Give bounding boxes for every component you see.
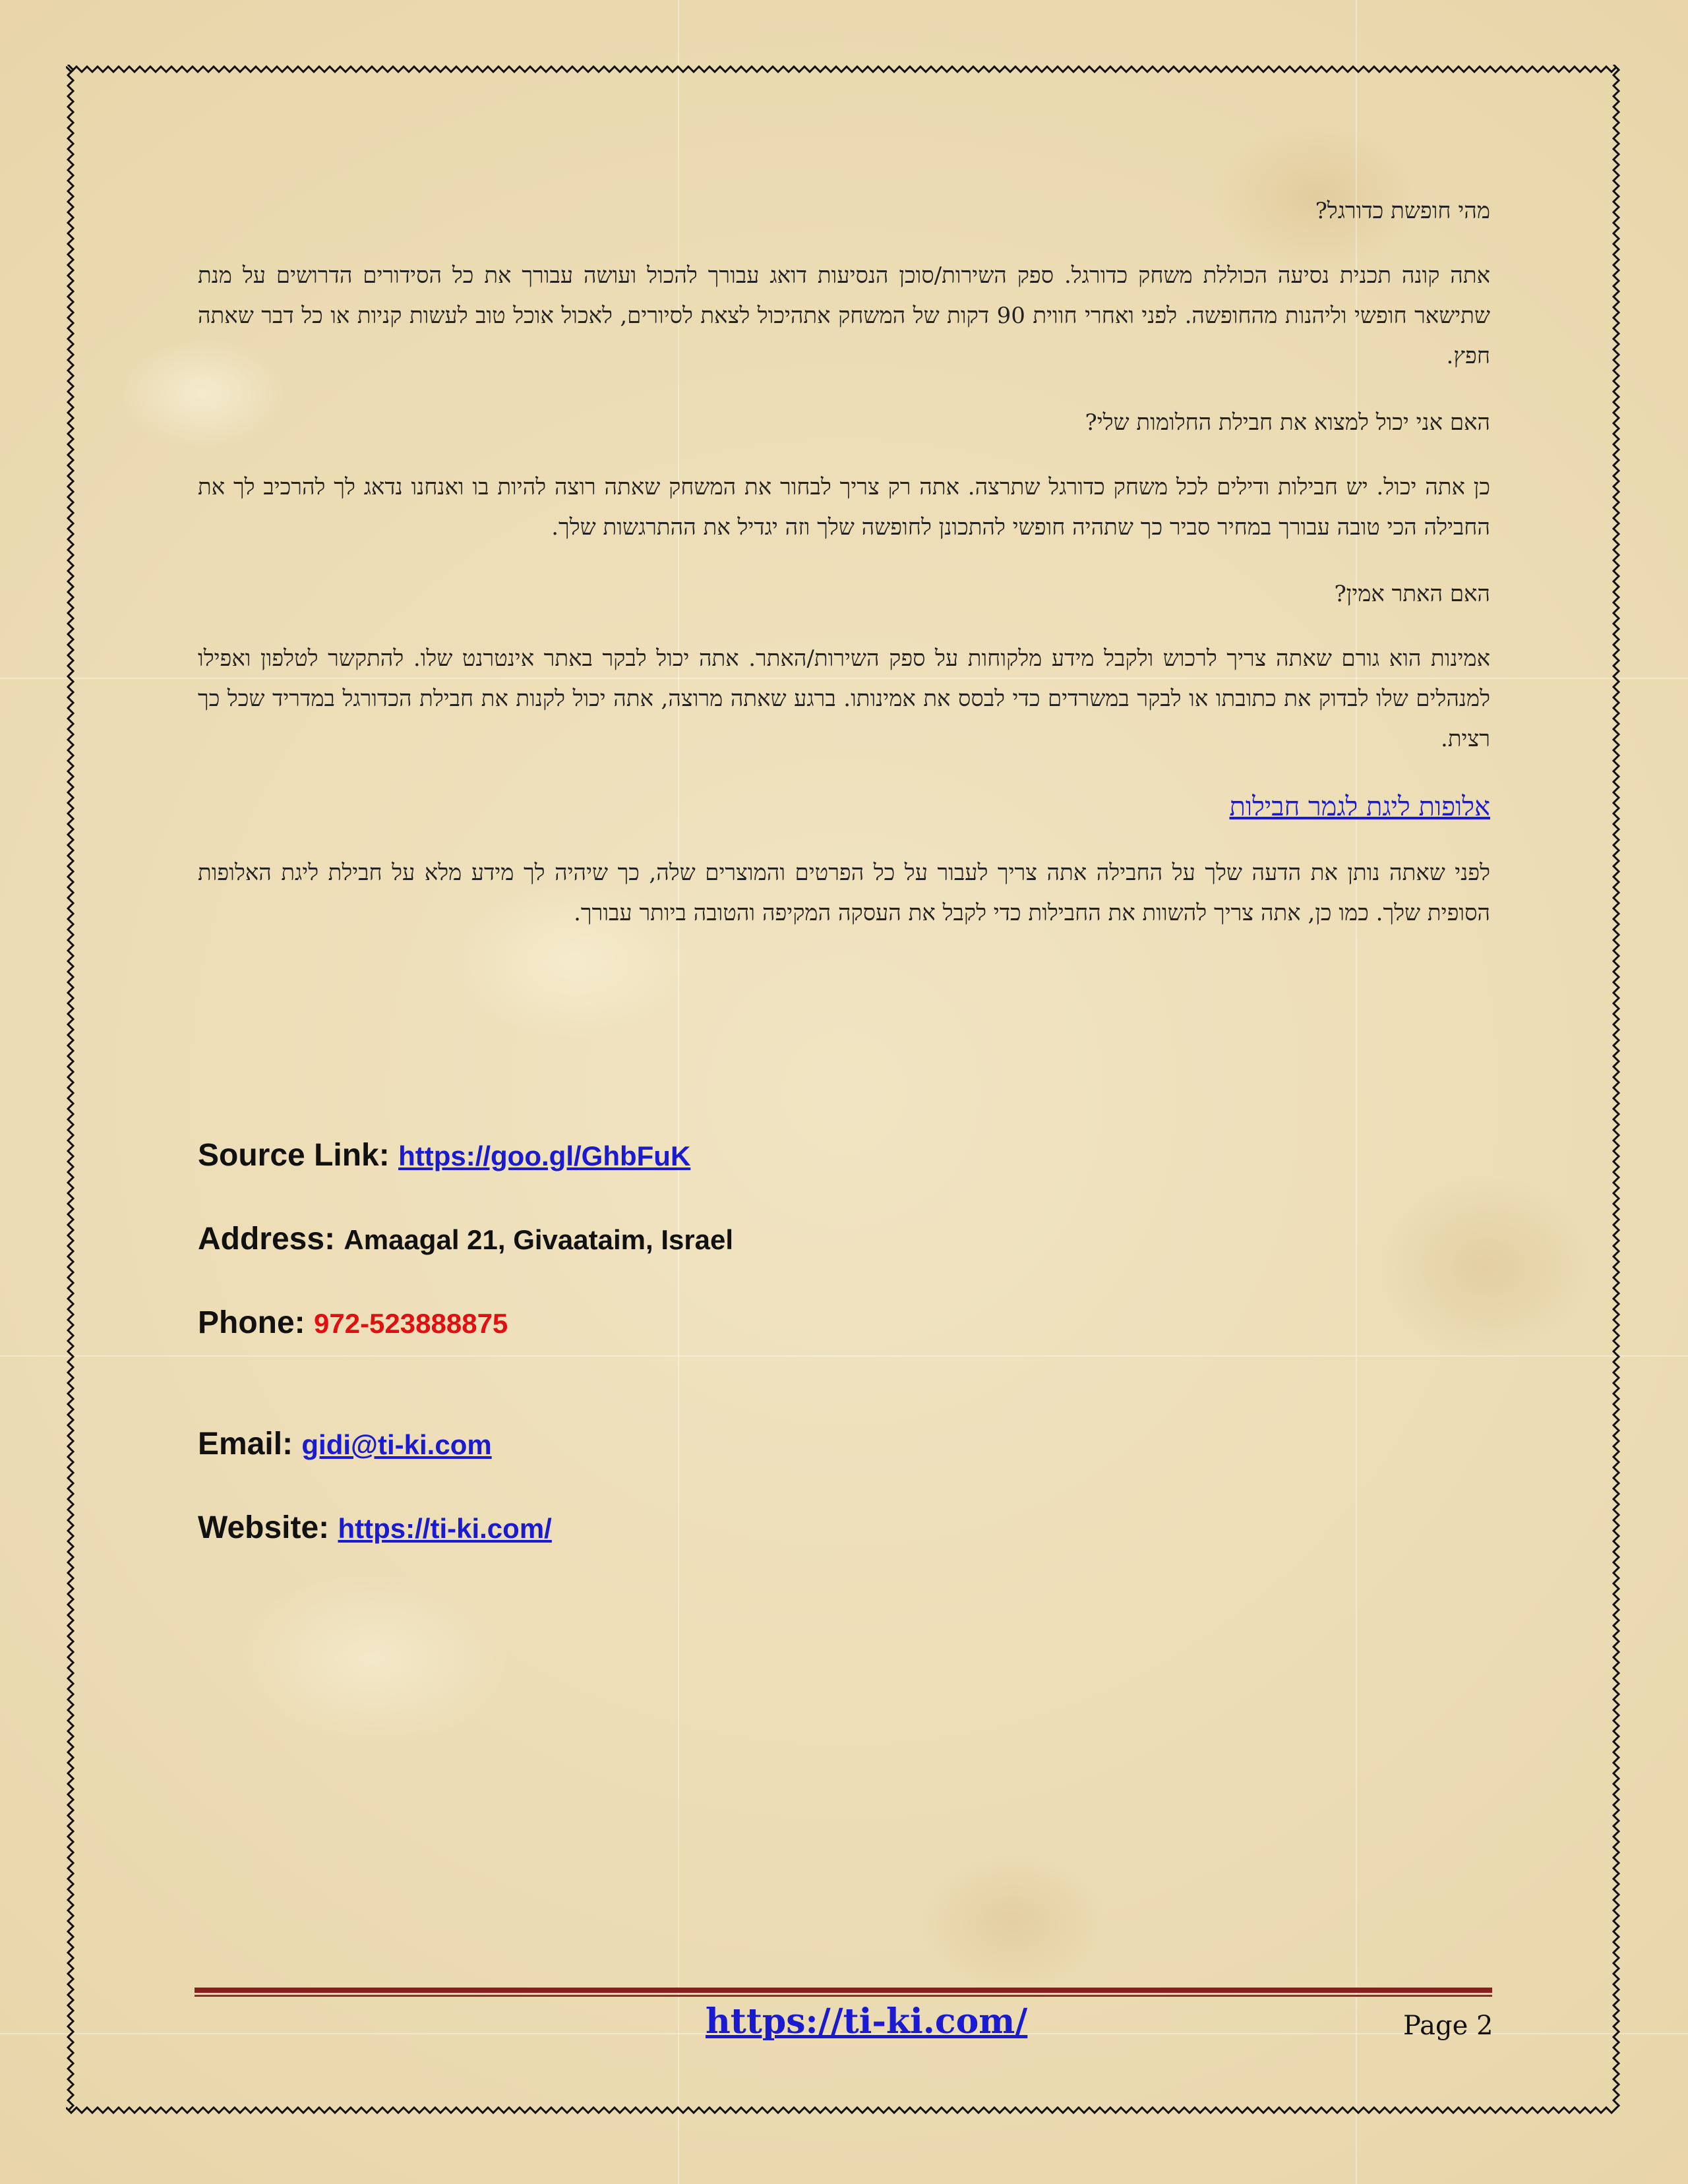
packages-link-heading[interactable]: אלופות ליגת לגמר חבילות: [1229, 792, 1490, 822]
border-right: [1612, 65, 1621, 2115]
address-label: Address:: [198, 1222, 336, 1256]
question-heading: מהי חופשת כדורגל?: [1315, 198, 1490, 224]
source-link[interactable]: https://goo.gl/GhbFuK: [398, 1140, 691, 1171]
footer-website-link[interactable]: https://ti-ki.com/: [706, 2001, 1028, 2042]
website-row: [198, 1510, 552, 1546]
page-number: Page 2: [1403, 2011, 1493, 2041]
phone-label: Phone:: [198, 1305, 305, 1340]
border-bottom: [66, 2106, 1621, 2115]
article-body: [198, 191, 1490, 960]
phone-value: 972-523888875: [314, 1308, 508, 1339]
email-row: [198, 1426, 492, 1462]
footer-divider-thin: [195, 1995, 1492, 1997]
footer-divider: [195, 1988, 1492, 1993]
question-heading: האם אני יכול למצוא את חבילת החלומות שלי?: [1085, 409, 1490, 436]
closing-paragraph: לפני שאתה נותן את הדעה שלך על החבילה אתה צריך לעבור על כל הפרטים והמוצרים שלה, כך שיהיה לך מידע מלא על חבילת ליגת האלופות הסופית שלך. כמו כן, אתה צריך להשוות את החבילות כדי לקבל את העסקה המקיפה והטובה ביותר עבורך.: [198, 860, 1490, 926]
phone-row: [198, 1305, 508, 1341]
answer-paragraph: אתה קונה תכנית נסיעה הכוללת משחק כדורגל. ספק השירות/סוכן הנסיעות דואג עבורך להכול ועושה עבורך את כל הסידורים הדרושים על מנת שתישאר חופשי וליהנות מהחופשה. לפני ואחרי חווית 90 דקות של המשחק אתהיכול לצאת לסיורים, לאכול אוכל טוב לעשות קניות או כל דבר שאתה חפץ.: [198, 262, 1490, 369]
website-link[interactable]: https://ti-ki.com/: [338, 1513, 552, 1544]
source-label: Source Link:: [198, 1138, 390, 1173]
source-link-row: [198, 1137, 690, 1173]
answer-paragraph: אמינות הוא גורם שאתה צריך לרכוש ולקבל מידע מלקוחות על ספק השירות/האתר. אתה יכול לבקר באתר אינטרנט שלו. להתקשר לטלפון ואפילו למנהלים שלו לבדוק את כתובתו או לבקר במשרדים כדי לבסס את אמינותו. ברגע שאתה מרוצה, אתה יכול לקנות את חבילת הכדורגל במדריד שכל כך רצית.: [198, 645, 1490, 752]
answer-paragraph: כן אתה יכול. יש חבילות ודילים לכל משחק כדורגל שתרצה. אתה רק צריך לבחור את המשחק שאתה רוצה להיות בו ואנחנו נדאג לך להרכיב לך את החבילה הכי טובה עבורך במחיר סביר כך שתהיה חופשי להתכונן לחופשה שלך וזה יגדיל את ההתרגשות שלך.: [198, 474, 1490, 541]
address-row: [198, 1221, 733, 1257]
question-heading: האם האתר אמין?: [1334, 581, 1490, 607]
email-label: Email:: [198, 1427, 293, 1461]
email-link[interactable]: gidi@ti-ki.com: [301, 1429, 492, 1460]
border-left: [66, 65, 75, 2115]
border-top: [66, 65, 1621, 74]
website-label: Website:: [198, 1510, 330, 1545]
address-value: Amaagal 21, Givaataim, Israel: [344, 1224, 734, 1255]
